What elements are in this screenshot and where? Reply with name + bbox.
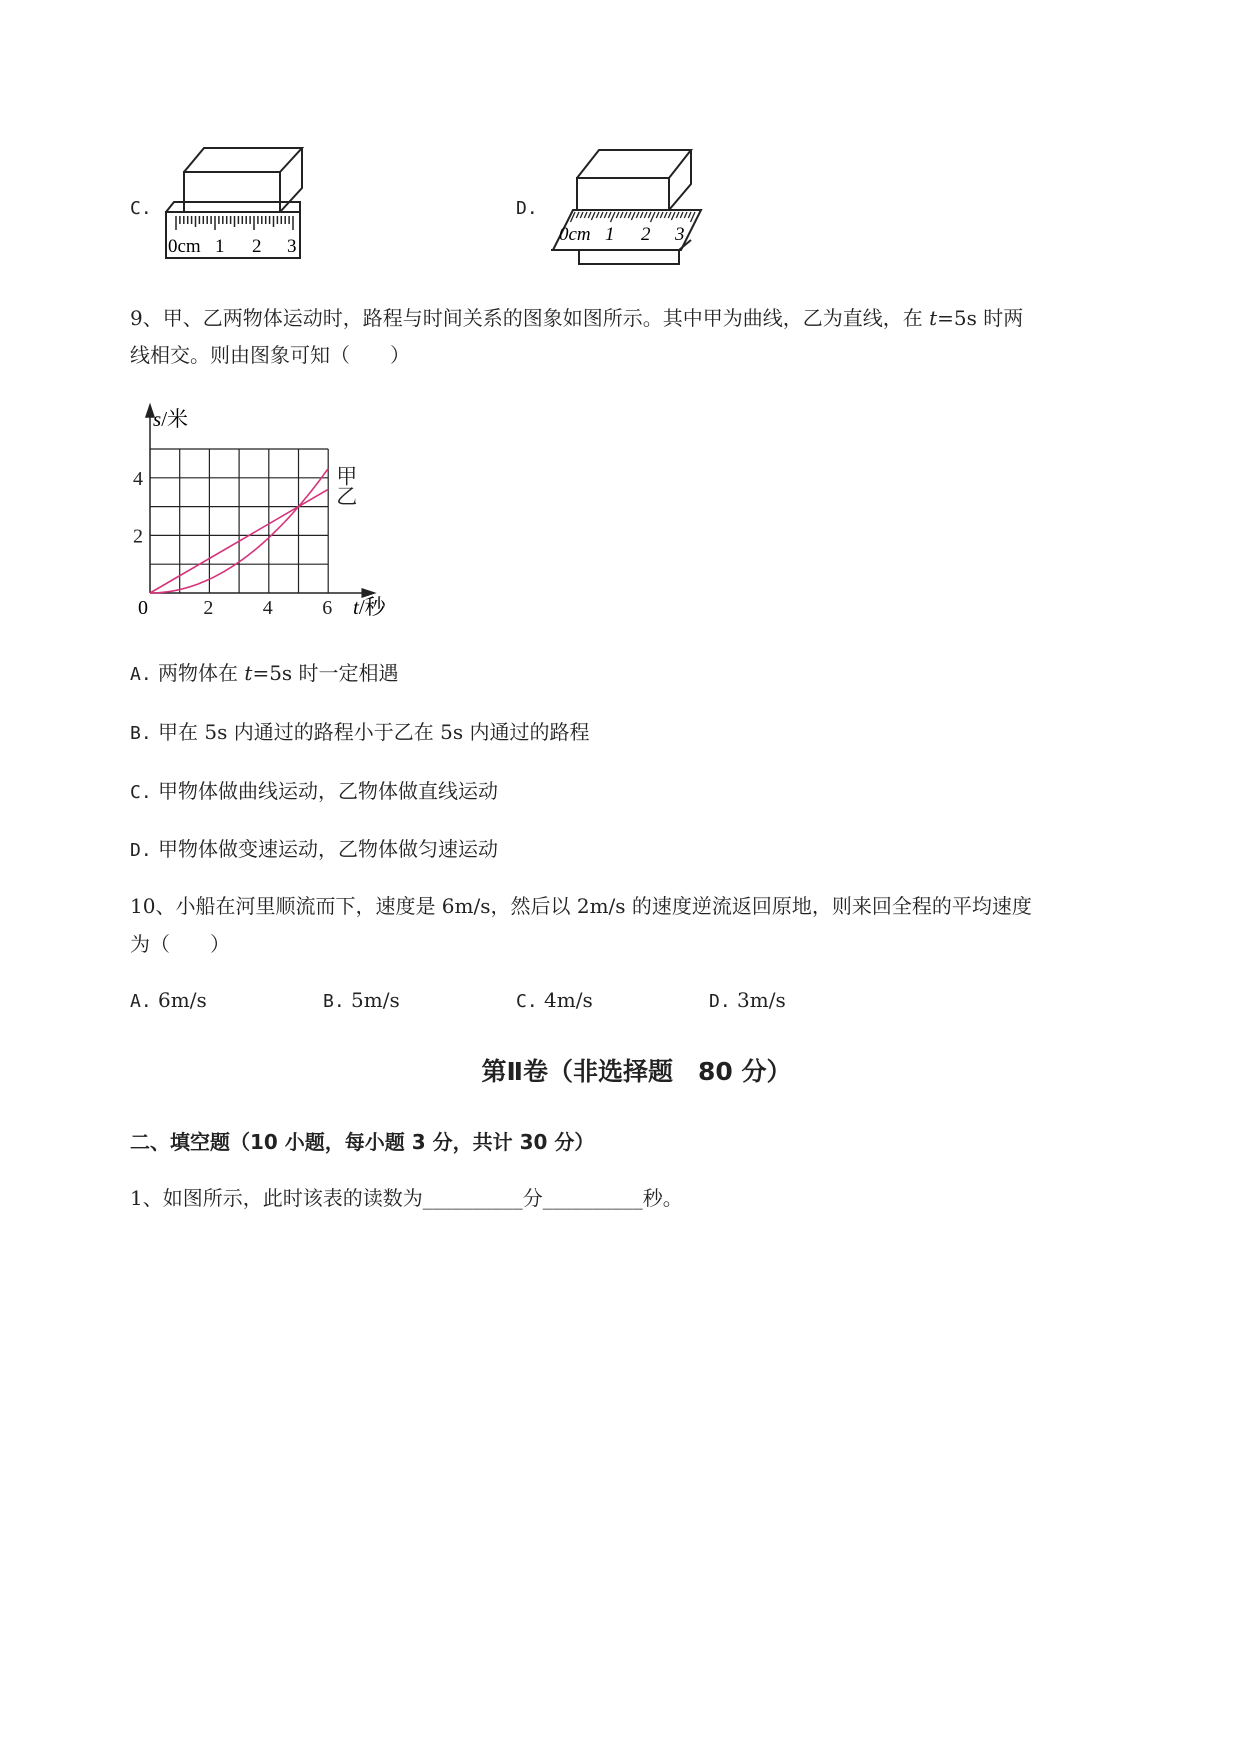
ruler-c-tick-1: 1 xyxy=(215,236,225,257)
ruler-d-tick-mark xyxy=(608,212,611,218)
q10-option-a[interactable] xyxy=(130,988,207,1012)
q9-line1-text: 9、甲、乙两物体运动时，路程与时间关系的图象如图所示。其中甲为曲线，乙为直线，在 xyxy=(130,306,930,330)
ruler-figure-d xyxy=(545,140,715,270)
ruler-d-tick-mark xyxy=(591,212,595,220)
q10-option-d-letter: D. xyxy=(709,991,731,1012)
q9-option-d[interactable] xyxy=(130,833,498,862)
q9-option-d-text: 甲物体做变速运动，乙物体做匀速运动 xyxy=(158,837,499,861)
section2-title: 第Ⅱ卷（非选择题 80 分） xyxy=(481,1057,792,1086)
ruler-d-tick-mark xyxy=(620,212,623,218)
ruler-d-tick-mark xyxy=(628,212,631,218)
q9-option-c-letter: C. xyxy=(130,782,152,803)
q10-option-d-value: 3m/s xyxy=(737,988,786,1012)
ruler-d-tick-mark xyxy=(624,212,627,218)
x-axis-label: t/秒 xyxy=(353,595,386,619)
ruler-d-tick-mark xyxy=(580,212,583,218)
q9-option-a-tail: =5s 时一定相遇 xyxy=(252,661,399,685)
ruler-d-tick-mark xyxy=(640,212,643,218)
q10-option-c[interactable] xyxy=(516,988,593,1012)
q9-line1-tail: =5s 时两 xyxy=(937,306,1024,330)
ruler-d-tick-mark xyxy=(671,212,675,220)
q10-option-d[interactable] xyxy=(709,988,786,1012)
ruler-d-tick-mark xyxy=(684,212,687,218)
x-tick-label: 4 xyxy=(262,597,273,619)
fill-q1-blank-seconds[interactable]: __________ xyxy=(542,1186,643,1210)
q9-option-a-letter: A. xyxy=(130,664,152,685)
ruler-c-tick-3: 3 xyxy=(287,236,297,257)
ruler-d-tick-mark xyxy=(611,212,616,222)
q10-line1: 10、小船在河里顺流而下，速度是 6m/s，然后以 2m/s 的速度逆流返回原地，则来回全程的平均速度 xyxy=(130,894,1032,918)
ruler-figure-c xyxy=(160,140,310,270)
q9-option-a[interactable] xyxy=(130,657,399,686)
ruler-d-tick-mark xyxy=(660,212,663,218)
series-label-jia: 甲 xyxy=(336,464,358,489)
q10-option-a-letter: A. xyxy=(130,991,152,1012)
ruler-d-tick-mark xyxy=(651,212,656,222)
q9-option-a-var: t xyxy=(244,661,253,685)
ruler-d-tick-mark xyxy=(668,212,671,218)
ruler-d-tick-mark xyxy=(656,212,659,218)
ruler-d-tick-mark xyxy=(616,212,619,218)
option-c-label: C. xyxy=(130,198,152,219)
ruler-d-tick-1: 1 xyxy=(605,224,615,245)
y-tick-label: 4 xyxy=(133,467,143,490)
ruler-d-tick-mark xyxy=(676,212,679,218)
q10-option-c-value: 4m/s xyxy=(544,988,593,1012)
ruler-d-tick-mark xyxy=(588,212,591,218)
ruler-c-tick-2: 2 xyxy=(252,236,262,257)
q10-option-b[interactable] xyxy=(323,988,400,1012)
fill-q1-unit-min: 分 xyxy=(522,1186,543,1210)
q9-option-b[interactable] xyxy=(130,716,589,745)
ruler-d-tick-3: 3 xyxy=(675,224,685,245)
st-chart xyxy=(125,400,395,625)
ruler-d-tick-0: 0cm xyxy=(559,224,591,245)
q10-option-b-value: 5m/s xyxy=(351,988,400,1012)
ruler-d-tick-mark xyxy=(648,212,651,218)
q9-option-a-text: 两物体在 xyxy=(158,661,245,685)
ruler-d-tick-mark xyxy=(604,212,607,218)
fill-q1 xyxy=(130,1180,683,1216)
q9-option-c[interactable] xyxy=(130,775,498,804)
q9-line2: 线相交。则由图象可知（ ） xyxy=(130,343,410,367)
x-tick-label: 6 xyxy=(322,597,333,619)
ruler-d-tick-mark xyxy=(636,212,639,218)
ruler-d-tick-2: 2 xyxy=(641,224,651,245)
q9-line1 xyxy=(130,300,1023,336)
q10-option-c-letter: C. xyxy=(516,991,538,1012)
ruler-d-tick-mark xyxy=(691,212,696,222)
series-label-yi: 乙 xyxy=(336,484,358,509)
q9-option-c-text: 甲物体做曲线运动，乙物体做直线运动 xyxy=(158,779,499,803)
q9-option-b-text: 甲在 5s 内通过的路程小于乙在 5s 内通过的路程 xyxy=(158,720,590,744)
fill-q1-text: 1、如图所示，此时该表的读数为 xyxy=(130,1186,423,1210)
q9-option-d-letter: D. xyxy=(130,840,152,861)
q10-line2: 为（ ） xyxy=(130,932,230,956)
ruler-d-tick-mark xyxy=(680,212,683,218)
ruler-d-tick-mark xyxy=(631,212,635,220)
y-tick-label: 2 xyxy=(133,525,143,548)
ruler-c-tick-0: 0cm xyxy=(168,236,201,257)
ruler-d-tick-mark xyxy=(664,212,667,218)
y-axis-label: s/米 xyxy=(153,407,189,431)
fill-q1-unit-sec: 秒。 xyxy=(642,1186,683,1210)
origin-label: 0 xyxy=(138,597,148,619)
section2-subtitle: 二、填空题（10 小题，每小题 3 分，共计 30 分） xyxy=(130,1130,595,1154)
q10-option-a-value: 6m/s xyxy=(158,988,207,1012)
ruler-d-tick-mark xyxy=(584,212,587,218)
q9-option-b-letter: B. xyxy=(130,723,152,744)
q10-option-b-letter: B. xyxy=(323,991,345,1012)
ruler-d-tick-mark xyxy=(576,212,579,218)
ruler-d-tick-mark xyxy=(644,212,647,218)
option-d-label: D. xyxy=(516,198,538,219)
x-tick-label: 2 xyxy=(203,597,214,619)
ruler-d-tick-mark xyxy=(596,212,599,218)
q9-t-var: t xyxy=(929,306,938,330)
fill-q1-blank-minutes[interactable]: __________ xyxy=(422,1186,523,1210)
ruler-d-tick-mark xyxy=(688,212,691,218)
ruler-d-tick-mark xyxy=(600,212,603,218)
